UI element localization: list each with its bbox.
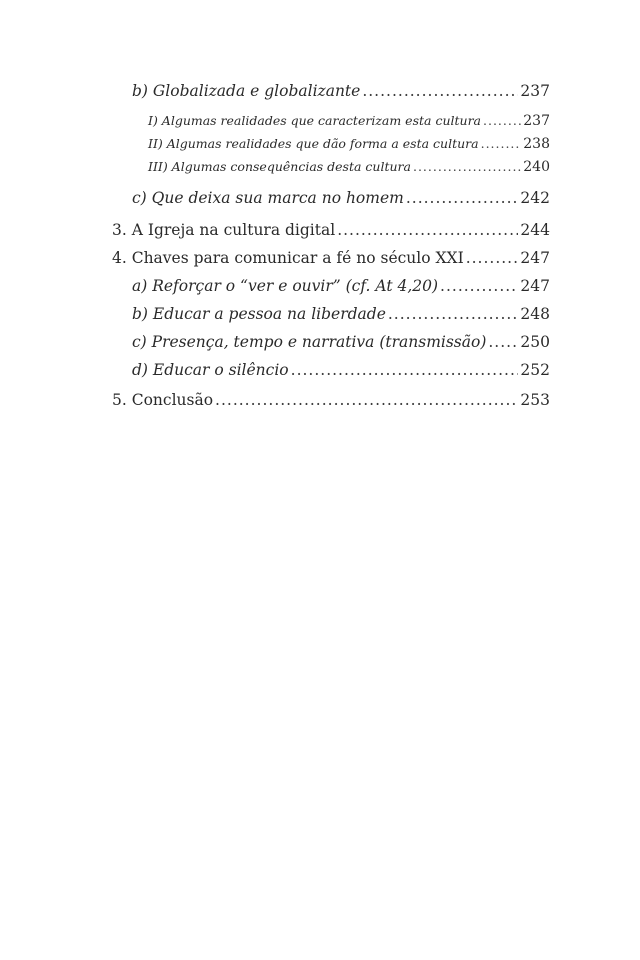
toc-entry-page: 248 bbox=[520, 305, 550, 323]
toc-entry-page: 242 bbox=[520, 189, 550, 207]
dot-leader bbox=[440, 279, 518, 295]
toc-entry bbox=[112, 223, 550, 251]
toc-entry-label: a) Reforçar o “ver e ouvir” (cf. At 4,20) bbox=[132, 277, 439, 295]
dot-leader bbox=[483, 115, 521, 128]
toc-entry-label: b) Globalizada e globalizante bbox=[132, 82, 361, 100]
toc-entry bbox=[112, 251, 550, 279]
toc-entry-page: 237 bbox=[520, 82, 550, 100]
toc-entry bbox=[112, 363, 550, 391]
toc-subentry bbox=[112, 137, 550, 160]
dot-leader bbox=[215, 393, 518, 409]
toc-entry bbox=[112, 84, 550, 114]
toc-entry-label: d) Educar o silêncio bbox=[132, 361, 289, 379]
dot-leader bbox=[488, 335, 518, 351]
toc-entry bbox=[112, 393, 550, 421]
dot-leader bbox=[362, 84, 518, 100]
toc-subentry bbox=[112, 114, 550, 137]
dot-leader bbox=[388, 307, 519, 323]
toc-entry-page: 253 bbox=[520, 391, 550, 409]
toc-entry-label: III) Algumas consequências desta cultura bbox=[148, 159, 411, 174]
dot-leader bbox=[406, 191, 519, 207]
dot-leader bbox=[466, 251, 519, 267]
toc-entry-label: c) Que deixa sua marca no homem bbox=[132, 189, 404, 207]
dot-leader bbox=[337, 223, 518, 239]
toc-subentry bbox=[112, 160, 550, 183]
dot-leader bbox=[413, 161, 521, 174]
toc-entry-page: 247 bbox=[520, 249, 550, 267]
toc-entry-page: 247 bbox=[520, 277, 550, 295]
toc-entry-label: 5. Conclusão bbox=[112, 391, 214, 409]
toc-entry-page: 252 bbox=[520, 361, 550, 379]
toc-entry-label: b) Educar a pessoa na liberdade bbox=[132, 305, 386, 323]
toc-entry-label: I) Algumas realidades que caracterizam esta cultura bbox=[148, 113, 481, 128]
dot-leader bbox=[481, 138, 522, 151]
toc-entry-page: 237 bbox=[523, 113, 550, 129]
toc-entry-page: 240 bbox=[523, 159, 550, 175]
dot-leader bbox=[291, 363, 519, 379]
toc-entry bbox=[112, 335, 550, 363]
toc-entry-page: 250 bbox=[520, 333, 550, 351]
toc-entry-label: 4. Chaves para comunicar a fé no século XXI bbox=[112, 249, 464, 267]
toc-entry-page: 244 bbox=[520, 221, 550, 239]
toc-entry-page: 238 bbox=[523, 136, 550, 152]
toc-entry bbox=[112, 307, 550, 335]
toc-entry-label: 3. A Igreja na cultura digital bbox=[112, 221, 336, 239]
table-of-contents bbox=[112, 84, 550, 421]
toc-entry bbox=[112, 279, 550, 307]
toc-entry-label: II) Algumas realidades que dão forma a esta cultura bbox=[148, 136, 479, 151]
toc-entry-label: c) Presença, tempo e narrativa (transmissão) bbox=[132, 333, 487, 351]
toc-entry bbox=[112, 191, 550, 223]
